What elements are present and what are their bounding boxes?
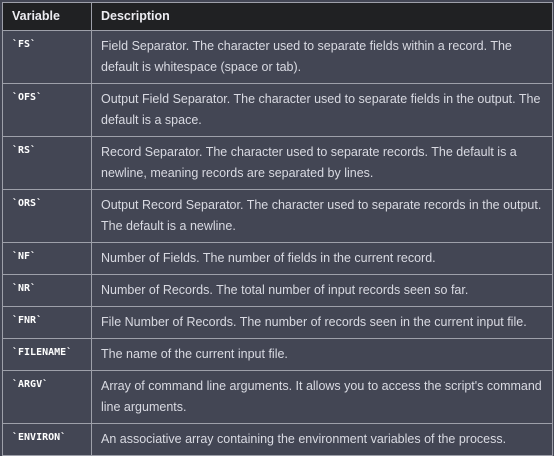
variable-cell: `FS` (3, 31, 92, 84)
variables-table-container (2, 2, 552, 456)
variable-cell: `ARGV` (3, 371, 92, 424)
table-row (3, 371, 553, 424)
table-header-row (3, 3, 553, 31)
table-row (3, 31, 553, 84)
variable-cell: `NR` (3, 275, 92, 307)
variable-cell: `OFS` (3, 84, 92, 137)
table-row (3, 339, 553, 371)
description-cell: Array of command line arguments. It allows you to access the script's command line arguments. (92, 371, 553, 424)
table-row (3, 190, 553, 243)
table-row (3, 243, 553, 275)
variable-cell: `NF` (3, 243, 92, 275)
description-cell: An associative array containing the environment variables of the process. (92, 424, 553, 456)
table-row (3, 307, 553, 339)
table-row (3, 84, 553, 137)
description-cell: File Number of Records. The number of records seen in the current input file. (92, 307, 553, 339)
table-row (3, 137, 553, 190)
table-row (3, 275, 553, 307)
variable-cell: `FNR` (3, 307, 92, 339)
description-cell: Number of Fields. The number of fields in the current record. (92, 243, 553, 275)
variable-cell: `FILENAME` (3, 339, 92, 371)
header-variable: Variable (3, 3, 92, 31)
description-cell: The name of the current input file. (92, 339, 553, 371)
description-cell: Number of Records. The total number of input records seen so far. (92, 275, 553, 307)
description-cell: Output Record Separator. The character used to separate records in the output. The default is a newline. (92, 190, 553, 243)
variable-cell: `ENVIRON` (3, 424, 92, 456)
description-cell: Output Field Separator. The character used to separate fields in the output. The default is a space. (92, 84, 553, 137)
header-description: Description (92, 3, 553, 31)
variable-cell: `ORS` (3, 190, 92, 243)
description-cell: Field Separator. The character used to separate fields within a record. The default is whitespace (space or tab). (92, 31, 553, 84)
description-cell: Record Separator. The character used to separate records. The default is a newline, meaning records are separated by lines. (92, 137, 553, 190)
table-row (3, 424, 553, 456)
variables-table (2, 2, 553, 456)
variable-cell: `RS` (3, 137, 92, 190)
